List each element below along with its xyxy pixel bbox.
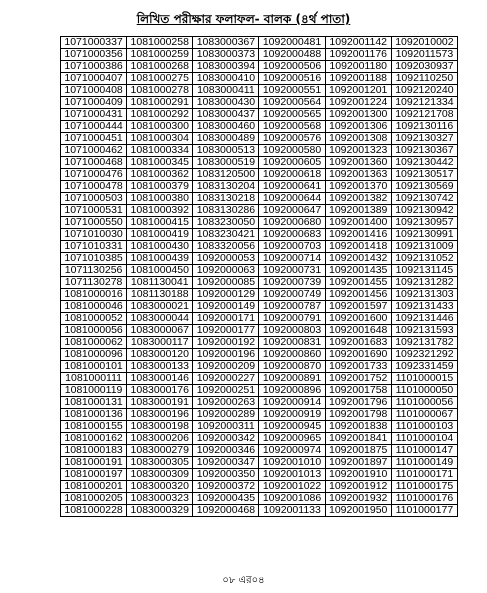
roll-number-cell: 1083130204: [193, 181, 259, 193]
table-row: [61, 301, 458, 313]
table-row: [61, 97, 458, 109]
roll-number-cell: 1083000176: [127, 385, 193, 397]
roll-number-cell: 1071130278: [61, 277, 127, 289]
roll-number-cell: 1083230050: [193, 217, 259, 229]
roll-number-cell: 1092000803: [259, 325, 325, 337]
table-row: [61, 73, 458, 85]
roll-number-cell: 1092001875: [325, 445, 391, 457]
roll-number-cell: 1092000731: [259, 265, 325, 277]
roll-number-cell: 1101000103: [391, 421, 457, 433]
roll-number-cell: 1071000356: [61, 49, 127, 61]
roll-number-cell: 1071000451: [61, 133, 127, 145]
roll-number-cell: 1083000460: [193, 121, 259, 133]
roll-number-cell: 1071010331: [61, 241, 127, 253]
roll-number-cell: 1092130517: [391, 169, 457, 181]
table-row: [61, 277, 458, 289]
roll-number-cell: 1092001022: [259, 481, 325, 493]
roll-number-cell: 1092001597: [325, 301, 391, 313]
roll-number-cell: 1081000291: [127, 97, 193, 109]
roll-number-cell: 1092030937: [391, 61, 457, 73]
roll-number-cell: 1092001382: [325, 193, 391, 205]
roll-number-cell: 1081000046: [61, 301, 127, 313]
roll-number-cell: 1092000350: [193, 469, 259, 481]
roll-number-cell: 1092001086: [259, 493, 325, 505]
roll-number-cell: 1092000919: [259, 409, 325, 421]
roll-number-cell: 1092000580: [259, 145, 325, 157]
roll-number-cell: 1081000062: [61, 337, 127, 349]
roll-number-cell: 1092001683: [325, 337, 391, 349]
table-row: [61, 457, 458, 469]
roll-number-cell: 1092000192: [193, 337, 259, 349]
roll-number-cell: 1081000430: [127, 241, 193, 253]
roll-number-cell: 1083000044: [127, 313, 193, 325]
roll-number-cell: 1092121708: [391, 109, 457, 121]
roll-number-cell: 1092001013: [259, 469, 325, 481]
roll-number-cell: 1081000201: [61, 481, 127, 493]
roll-number-cell: 1081000392: [127, 205, 193, 217]
roll-number-cell: 1083000021: [127, 301, 193, 313]
roll-number-cell: 1092001363: [325, 169, 391, 181]
roll-number-cell: 1092000551: [259, 85, 325, 97]
table-row: [61, 361, 458, 373]
roll-number-cell: 1083320056: [193, 241, 259, 253]
roll-number-cell: 1092130991: [391, 229, 457, 241]
table-row: [61, 229, 458, 241]
table-row: [61, 409, 458, 421]
roll-number-cell: 1092000311: [193, 421, 259, 433]
roll-number-cell: 1081000162: [61, 433, 127, 445]
roll-number-cell: 1081000334: [127, 145, 193, 157]
roll-number-cell: 1092000346: [193, 445, 259, 457]
roll-number-cell: 1081000183: [61, 445, 127, 457]
roll-number-cell: 1071010385: [61, 253, 127, 265]
roll-number-cell: 1081000292: [127, 109, 193, 121]
roll-number-cell: 1092001796: [325, 397, 391, 409]
roll-number-cell: 1092001841: [325, 433, 391, 445]
roll-number-cell: 1083000206: [127, 433, 193, 445]
roll-number-cell: 1081000101: [61, 361, 127, 373]
roll-number-cell: 1071000503: [61, 193, 127, 205]
roll-number-cell: 1083000279: [127, 445, 193, 457]
roll-number-cell: 1081000278: [127, 85, 193, 97]
roll-number-cell: 1092001180: [325, 61, 391, 73]
roll-number-cell: 1092000196: [193, 349, 259, 361]
roll-number-cell: 1092000488: [259, 49, 325, 61]
roll-number-cell: 1092001435: [325, 265, 391, 277]
results-table-body: [61, 37, 458, 517]
table-row: [61, 385, 458, 397]
roll-number-cell: 1071000386: [61, 61, 127, 73]
roll-number-cell: 1092000263: [193, 397, 259, 409]
roll-number-cell: 1071130256: [61, 265, 127, 277]
roll-number-cell: 1081000111: [61, 373, 127, 385]
roll-number-cell: 1092001932: [325, 493, 391, 505]
roll-number-cell: 1081000300: [127, 121, 193, 133]
roll-number-cell: 1092000347: [193, 457, 259, 469]
table-row: [61, 469, 458, 481]
roll-number-cell: 1092000576: [259, 133, 325, 145]
roll-number-cell: 1071000468: [61, 157, 127, 169]
roll-number-cell: 1092131782: [391, 337, 457, 349]
roll-number-cell: 1092000644: [259, 193, 325, 205]
roll-number-cell: 1092130742: [391, 193, 457, 205]
table-row: [61, 493, 458, 505]
roll-number-cell: 1092131282: [391, 277, 457, 289]
roll-number-cell: 1081000052: [61, 313, 127, 325]
roll-number-cell: 1101000149: [391, 457, 457, 469]
roll-number-cell: 1083000373: [193, 49, 259, 61]
roll-number-cell: 1071000462: [61, 145, 127, 157]
table-row: [61, 397, 458, 409]
roll-number-cell: 1092000564: [259, 97, 325, 109]
roll-number-cell: 1083000320: [127, 481, 193, 493]
table-row: [61, 109, 458, 121]
roll-number-cell: 1092000680: [259, 217, 325, 229]
roll-number-cell: 1092000605: [259, 157, 325, 169]
roll-number-cell: 1081000345: [127, 157, 193, 169]
roll-number-cell: 1083000430: [193, 97, 259, 109]
roll-number-cell: 1092131145: [391, 265, 457, 277]
roll-number-cell: 1083000191: [127, 397, 193, 409]
roll-number-cell: 1071000337: [61, 37, 127, 49]
roll-number-cell: 1092000945: [259, 421, 325, 433]
roll-number-cell: 1081000380: [127, 193, 193, 205]
roll-number-cell: 1092000618: [259, 169, 325, 181]
table-row: [61, 373, 458, 385]
roll-number-cell: 1092000896: [259, 385, 325, 397]
roll-number-cell: 1092001418: [325, 241, 391, 253]
roll-number-cell: 1071000408: [61, 85, 127, 97]
roll-number-cell: 1101000104: [391, 433, 457, 445]
roll-number-cell: 1092000506: [259, 61, 325, 73]
roll-number-cell: 1071000407: [61, 73, 127, 85]
roll-number-cell: 1071000531: [61, 205, 127, 217]
roll-number-cell: 1081000415: [127, 217, 193, 229]
roll-number-cell: 1092001600: [325, 313, 391, 325]
roll-number-cell: 1092131052: [391, 253, 457, 265]
roll-number-cell: 1081000275: [127, 73, 193, 85]
roll-number-cell: 1092000565: [259, 109, 325, 121]
table-row: [61, 433, 458, 445]
table-row: [61, 205, 458, 217]
roll-number-cell: 1092001897: [325, 457, 391, 469]
roll-number-cell: 1092001910: [325, 469, 391, 481]
roll-number-cell: 1083000067: [127, 325, 193, 337]
roll-number-cell: 1081000205: [61, 493, 127, 505]
roll-number-cell: 1092000251: [193, 385, 259, 397]
roll-number-cell: 1092130442: [391, 157, 457, 169]
roll-number-cell: 1092000053: [193, 253, 259, 265]
roll-number-cell: 1092001300: [325, 109, 391, 121]
roll-number-cell: 1081130041: [127, 277, 193, 289]
roll-number-cell: 1092130957: [391, 217, 457, 229]
page-title: লিখিত পরীক্ষার ফলাফল- বালক (৪র্থ পাতা): [136, 12, 351, 26]
roll-number-cell: 1092001838: [325, 421, 391, 433]
roll-number-cell: 1081130188: [127, 289, 193, 301]
table-row: [61, 481, 458, 493]
roll-number-cell: 1092000435: [193, 493, 259, 505]
roll-number-cell: 1083000367: [193, 37, 259, 49]
roll-number-cell: 1092000860: [259, 349, 325, 361]
roll-number-cell: 1092001400: [325, 217, 391, 229]
roll-number-cell: 1101000177: [391, 505, 457, 517]
roll-number-cell: 1071000431: [61, 109, 127, 121]
table-row: [61, 241, 458, 253]
roll-number-cell: 1092130942: [391, 205, 457, 217]
roll-number-cell: 1081000450: [127, 265, 193, 277]
roll-number-cell: 1081000304: [127, 133, 193, 145]
roll-number-cell: 1092000647: [259, 205, 325, 217]
roll-number-cell: 1092110250: [391, 73, 457, 85]
table-row: [61, 169, 458, 181]
roll-number-cell: 1092001142: [325, 37, 391, 49]
roll-number-cell: 1081000197: [61, 469, 127, 481]
roll-number-cell: 1092010002: [391, 37, 457, 49]
table-row: [61, 505, 458, 517]
roll-number-cell: 1071000550: [61, 217, 127, 229]
roll-number-cell: 1092000683: [259, 229, 325, 241]
roll-number-cell: 1083000198: [127, 421, 193, 433]
roll-number-cell: 1092001306: [325, 121, 391, 133]
roll-number-cell: 1092321292: [391, 349, 457, 361]
roll-number-cell: 1081000268: [127, 61, 193, 73]
roll-number-cell: 1101000147: [391, 445, 457, 457]
roll-number-cell: 1083000489: [193, 133, 259, 145]
roll-number-cell: 1083000329: [127, 505, 193, 517]
roll-number-cell: 1083000394: [193, 61, 259, 73]
roll-number-cell: 1092001133: [259, 505, 325, 517]
table-row: [61, 181, 458, 193]
roll-number-cell: 1071000409: [61, 97, 127, 109]
roll-number-cell: 1092001010: [259, 457, 325, 469]
table-row: [61, 37, 458, 49]
table-row: [61, 445, 458, 457]
roll-number-cell: 1083120500: [193, 169, 259, 181]
roll-number-cell: 1092130569: [391, 181, 457, 193]
roll-number-cell: 1092000739: [259, 277, 325, 289]
roll-number-cell: 1092000372: [193, 481, 259, 493]
roll-number-cell: 1092001416: [325, 229, 391, 241]
roll-number-cell: 1092130367: [391, 145, 457, 157]
table-row: [61, 157, 458, 169]
roll-number-cell: 1092001733: [325, 361, 391, 373]
table-row: [61, 253, 458, 265]
table-row: [61, 49, 458, 61]
roll-number-cell: 1092000749: [259, 289, 325, 301]
roll-number-cell: 1081000259: [127, 49, 193, 61]
table-row: [61, 265, 458, 277]
table-row: [61, 337, 458, 349]
roll-number-cell: 1092001176: [325, 49, 391, 61]
roll-number-cell: 1092000914: [259, 397, 325, 409]
table-row: [61, 85, 458, 97]
table-row: [61, 133, 458, 145]
roll-number-cell: 1092000177: [193, 325, 259, 337]
page-number: ০৮ এর০৪: [222, 575, 265, 586]
roll-number-cell: 1101000067: [391, 409, 457, 421]
roll-number-cell: 1092000870: [259, 361, 325, 373]
roll-number-cell: 1092001188: [325, 73, 391, 85]
roll-number-cell: 1081000379: [127, 181, 193, 193]
roll-number-cell: 1092130116: [391, 121, 457, 133]
roll-number-cell: 1101000171: [391, 469, 457, 481]
roll-number-cell: 1092001950: [325, 505, 391, 517]
roll-number-cell: 1083000437: [193, 109, 259, 121]
roll-number-cell: 1092000063: [193, 265, 259, 277]
roll-number-cell: 1081000362: [127, 169, 193, 181]
roll-number-cell: 1092131593: [391, 325, 457, 337]
table-row: [61, 145, 458, 157]
roll-number-cell: 1083130286: [193, 205, 259, 217]
roll-number-cell: 1071000444: [61, 121, 127, 133]
roll-number-cell: 1092001201: [325, 85, 391, 97]
roll-number-cell: 1083000120: [127, 349, 193, 361]
roll-number-cell: 1081000155: [61, 421, 127, 433]
roll-number-cell: 1092000209: [193, 361, 259, 373]
roll-number-cell: 1083000305: [127, 457, 193, 469]
roll-number-cell: 1092131446: [391, 313, 457, 325]
table-row: [61, 325, 458, 337]
roll-number-cell: 1092000129: [193, 289, 259, 301]
roll-number-cell: 1101000050: [391, 385, 457, 397]
roll-number-cell: 1083130218: [193, 193, 259, 205]
roll-number-cell: 1083000117: [127, 337, 193, 349]
roll-number-cell: 1101000175: [391, 481, 457, 493]
roll-number-cell: 1081000056: [61, 325, 127, 337]
roll-number-cell: 1092121334: [391, 97, 457, 109]
roll-number-cell: 1071010030: [61, 229, 127, 241]
roll-number-cell: 1092131009: [391, 241, 457, 253]
roll-number-cell: 1092131433: [391, 301, 457, 313]
roll-number-cell: 1092001224: [325, 97, 391, 109]
roll-number-cell: 1083000513: [193, 145, 259, 157]
roll-number-cell: 1092001370: [325, 181, 391, 193]
roll-number-cell: 1092011573: [391, 49, 457, 61]
roll-number-cell: 1092000149: [193, 301, 259, 313]
roll-number-cell: 1092001389: [325, 205, 391, 217]
roll-number-cell: 1071000476: [61, 169, 127, 181]
table-row: [61, 193, 458, 205]
roll-number-cell: 1083230421: [193, 229, 259, 241]
roll-number-cell: 1092000516: [259, 73, 325, 85]
roll-number-cell: 1092001456: [325, 289, 391, 301]
roll-number-cell: 1101000176: [391, 493, 457, 505]
roll-number-cell: 1092001432: [325, 253, 391, 265]
roll-number-cell: 1081000096: [61, 349, 127, 361]
results-table: [60, 36, 458, 517]
roll-number-cell: 1092000641: [259, 181, 325, 193]
roll-number-cell: 1083000411: [193, 85, 259, 97]
roll-number-cell: 1092120240: [391, 85, 457, 97]
table-row: [61, 61, 458, 73]
roll-number-cell: 1081000131: [61, 397, 127, 409]
roll-number-cell: 1092001648: [325, 325, 391, 337]
roll-number-cell: 1081000136: [61, 409, 127, 421]
roll-number-cell: 1092000787: [259, 301, 325, 313]
roll-number-cell: 1071000478: [61, 181, 127, 193]
roll-number-cell: 1083000196: [127, 409, 193, 421]
roll-number-cell: 1081000439: [127, 253, 193, 265]
roll-number-cell: 1092000481: [259, 37, 325, 49]
roll-number-cell: 1081000191: [61, 457, 127, 469]
roll-number-cell: 1092001798: [325, 409, 391, 421]
roll-number-cell: 1092001752: [325, 373, 391, 385]
roll-number-cell: 1092000568: [259, 121, 325, 133]
roll-number-cell: 1083000309: [127, 469, 193, 481]
roll-number-cell: 1081000119: [61, 385, 127, 397]
roll-number-cell: 1083000323: [127, 493, 193, 505]
roll-number-cell: 1092001455: [325, 277, 391, 289]
roll-number-cell: 1092000703: [259, 241, 325, 253]
roll-number-cell: 1081000419: [127, 229, 193, 241]
roll-number-cell: 1092001690: [325, 349, 391, 361]
roll-number-cell: 1092331459: [391, 361, 457, 373]
roll-number-cell: 1092001308: [325, 133, 391, 145]
roll-number-cell: 1092000289: [193, 409, 259, 421]
roll-number-cell: 1092000791: [259, 313, 325, 325]
roll-number-cell: 1092001360: [325, 157, 391, 169]
roll-number-cell: 1092001323: [325, 145, 391, 157]
roll-number-cell: 1092000974: [259, 445, 325, 457]
roll-number-cell: 1092130327: [391, 133, 457, 145]
roll-number-cell: 1092131303: [391, 289, 457, 301]
table-row: [61, 217, 458, 229]
table-row: [61, 421, 458, 433]
table-row: [61, 313, 458, 325]
roll-number-cell: 1092001758: [325, 385, 391, 397]
roll-number-cell: 1092000171: [193, 313, 259, 325]
roll-number-cell: 1092000227: [193, 373, 259, 385]
roll-number-cell: 1092001912: [325, 481, 391, 493]
roll-number-cell: 1092000891: [259, 373, 325, 385]
roll-number-cell: 1083000146: [127, 373, 193, 385]
roll-number-cell: 1083000410: [193, 73, 259, 85]
roll-number-cell: 1092000342: [193, 433, 259, 445]
roll-number-cell: 1083000519: [193, 157, 259, 169]
roll-number-cell: 1081000228: [61, 505, 127, 517]
roll-number-cell: 1092000965: [259, 433, 325, 445]
table-row: [61, 349, 458, 361]
roll-number-cell: 1092000085: [193, 277, 259, 289]
table-row: [61, 289, 458, 301]
roll-number-cell: 1092000831: [259, 337, 325, 349]
roll-number-cell: 1092000468: [193, 505, 259, 517]
roll-number-cell: 1081000258: [127, 37, 193, 49]
roll-number-cell: 1101000015: [391, 373, 457, 385]
roll-number-cell: 1083000133: [127, 361, 193, 373]
roll-number-cell: 1092000714: [259, 253, 325, 265]
table-row: [61, 121, 458, 133]
roll-number-cell: 1101000056: [391, 397, 457, 409]
roll-number-cell: 1081000016: [61, 289, 127, 301]
